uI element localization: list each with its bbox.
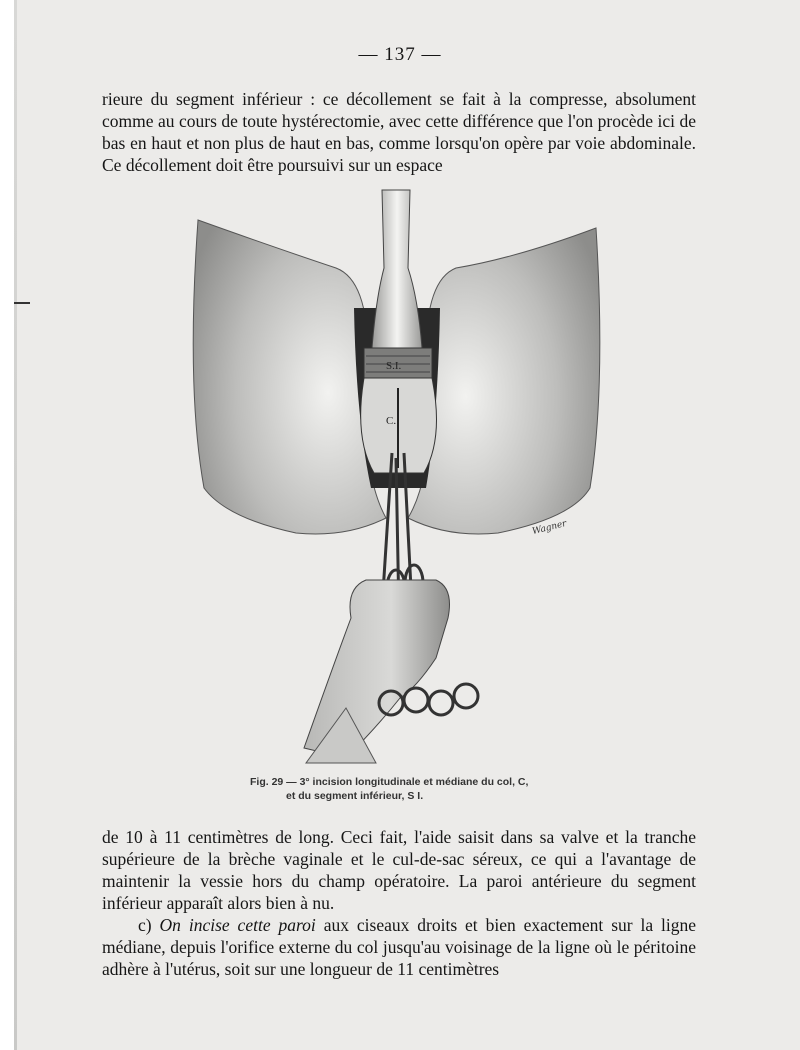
- page-number: — 137 —: [358, 44, 442, 65]
- margin-mark: [14, 302, 30, 304]
- paragraph-top: rieure du segment inférieur : ce décollement se fait à la compresse, absolument comme au cours de toute hystérectomie, avec cette différence que l'on procède ici de bas en haut et non plus de haut en bas, comme lorsqu'on opère par voie abdominale. Ce décollement doit être poursuivi sur un espace: [102, 89, 696, 175]
- caption-line-1: Fig. 29 — 3° incision longitudinale et médiane du col, C,: [250, 776, 529, 788]
- italic-phrase: On incise cette paroi: [159, 915, 316, 935]
- paragraph-bottom-2: [102, 914, 696, 980]
- item-label: c): [138, 915, 152, 935]
- label-si: S.I.: [386, 360, 402, 372]
- artist-signature: Wagner: [531, 518, 568, 538]
- paragraph-bottom: [102, 826, 696, 980]
- surgical-illustration: [186, 188, 610, 768]
- label-c: C.: [386, 415, 397, 427]
- paragraph-bottom-2-text: aux ciseaux droits et bien exactement sur la ligne médiane, depuis l'orifice externe du col jusqu'au voisinage de la ligne où le péritoine adhère à l'utérus, soit sur une longueur de 11 centimètres: [102, 915, 697, 979]
- caption-line-2: et du segment inférieur, S I.: [286, 790, 424, 802]
- figure-caption: [250, 775, 570, 803]
- paragraph-bottom-1: de 10 à 11 centimètres de long. Ceci fait, l'aide saisit dans sa valve et la tranche supérieure de la brèche vaginale et le cul-de-sac séreux, ce qui a l'avantage de maintenir la vessie hors du champ opératoire. La paroi antérieure du segment inférieur apparaît alors bien à nu.: [102, 827, 696, 913]
- scan-edge: [14, 0, 17, 1050]
